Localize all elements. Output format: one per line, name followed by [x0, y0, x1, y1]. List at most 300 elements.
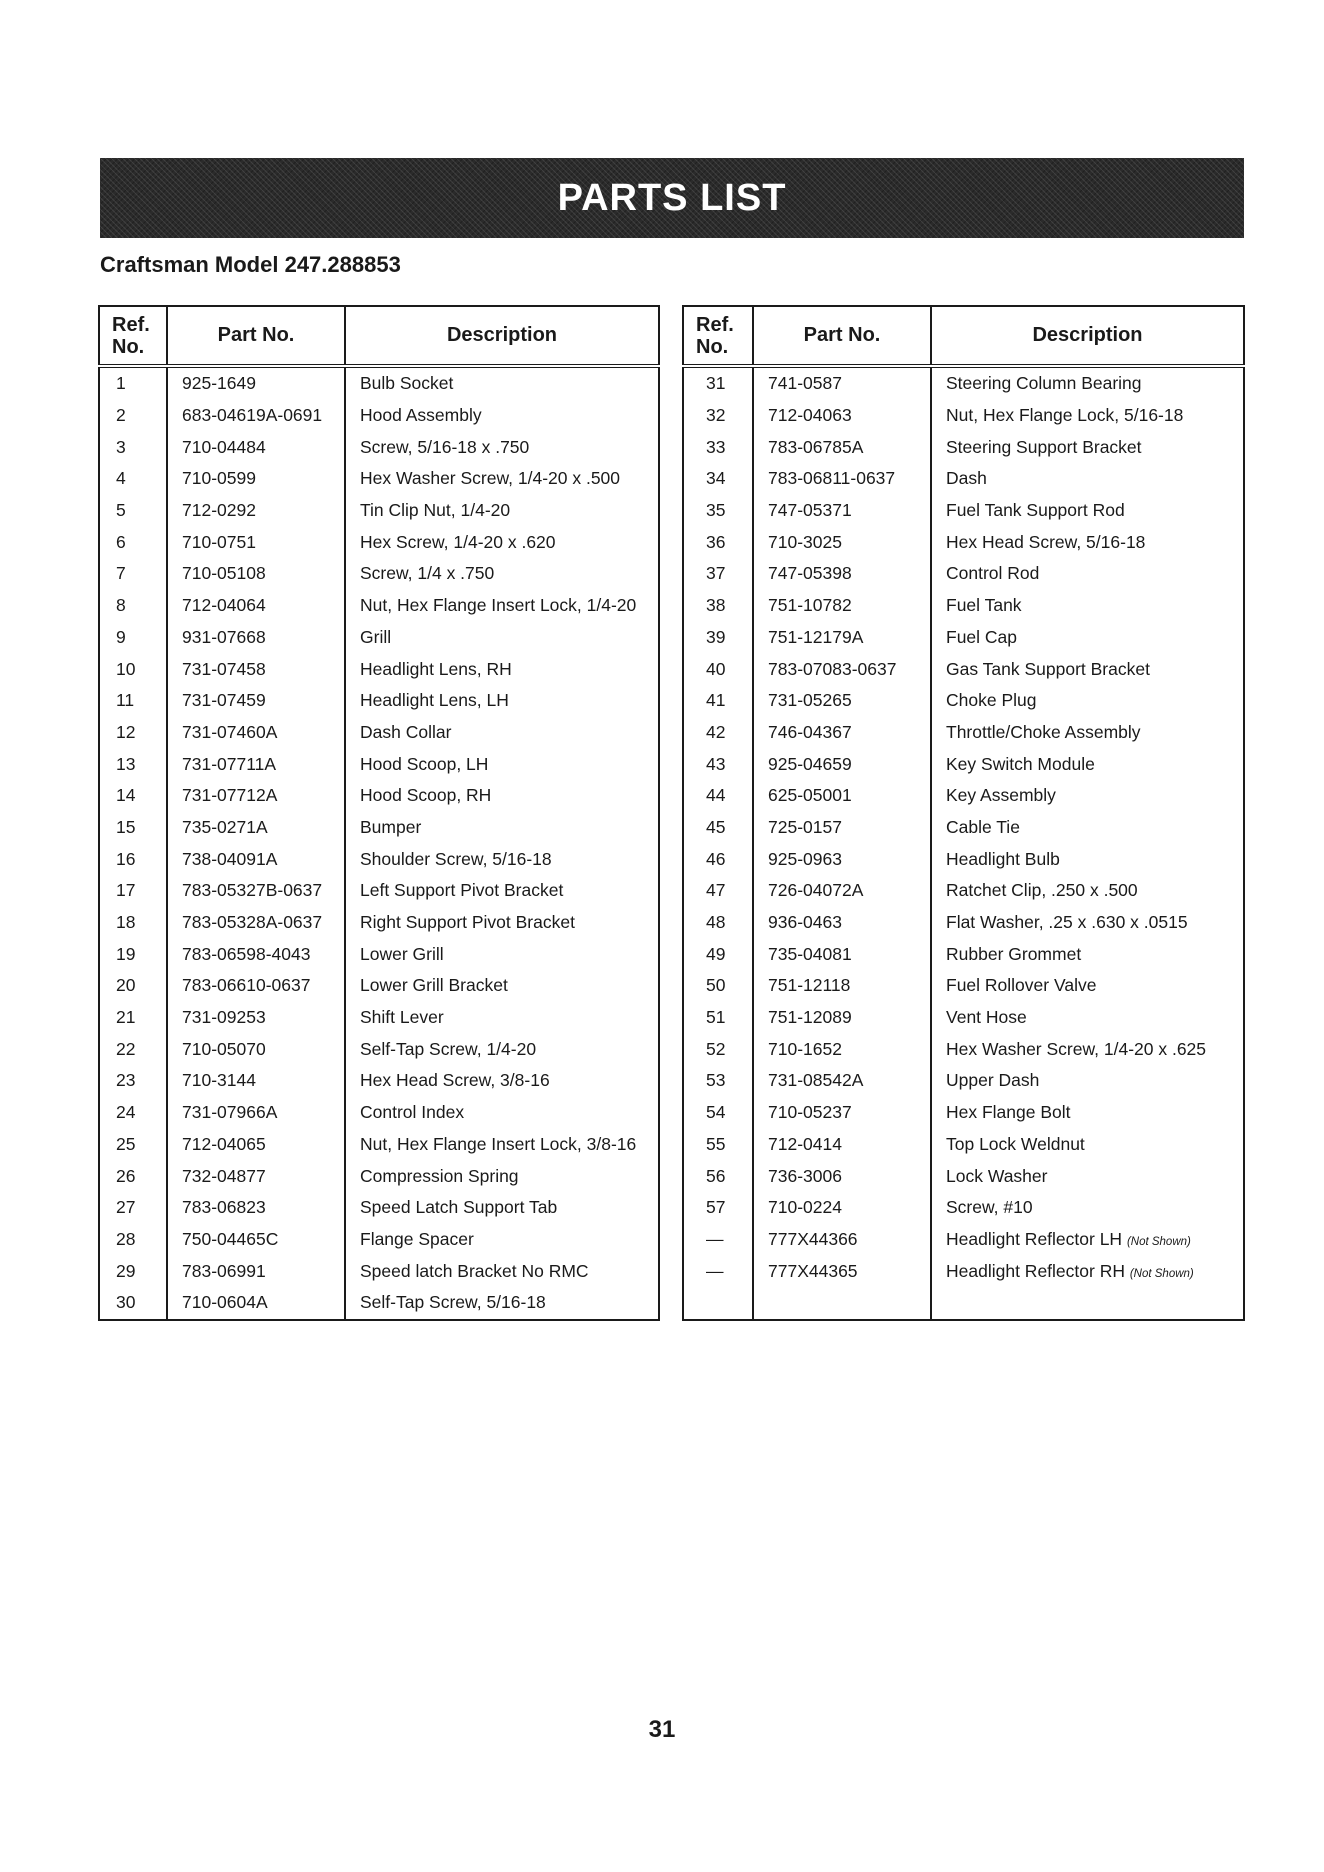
description-cell-text: Vent Hose [946, 1007, 1027, 1028]
part-no-cell-text: 783-06811-0637 [768, 468, 896, 489]
part-no-cell-text: 710-3144 [182, 1070, 256, 1091]
ref-no-cell [683, 970, 753, 1002]
part-no-cell-text: 783-06823 [182, 1197, 266, 1218]
description-header: Description [345, 306, 659, 366]
description-cell [345, 748, 659, 780]
part-no-cell-text: 783-06785A [768, 436, 864, 457]
part-no-cell [753, 1255, 931, 1287]
table-row [99, 1129, 659, 1161]
ref-no-cell [99, 907, 167, 939]
part-no-cell-text: 783-05327B-0637 [182, 880, 323, 901]
part-no-cell-text: 732-04877 [182, 1165, 266, 1186]
part-no-cell-text: 726-04072A [768, 880, 864, 901]
ref-no-cell [683, 622, 753, 654]
ref-no-cell [683, 1002, 753, 1034]
part-no-cell-text: 783-05328A-0637 [182, 912, 323, 933]
table-row [683, 1002, 1244, 1034]
part-no-cell-text: 625-05001 [768, 785, 852, 806]
part-no-cell [753, 1192, 931, 1224]
not-shown-note: (Not Shown) [1129, 1267, 1194, 1280]
part-no-cell-text: 936-0463 [768, 912, 842, 933]
part-no-header: Part No. [753, 306, 931, 366]
ref-no-cell-text: 18 [116, 912, 136, 933]
table-row [99, 1065, 659, 1097]
part-no-cell-text: 710-05108 [182, 563, 266, 584]
description-cell-text: Fuel Tank [946, 595, 1022, 616]
description-cell-text: Right Support Pivot Bracket [360, 912, 575, 933]
description-cell-text: Choke Plug [946, 690, 1037, 711]
description-cell [931, 875, 1244, 907]
part-no-cell [753, 1224, 931, 1256]
description-cell-text: Bulb Socket [360, 373, 454, 394]
description-cell-text: Self-Tap Screw, 5/16-18 [360, 1292, 546, 1313]
part-no-cell-text: 738-04091A [182, 848, 278, 869]
part-no-cell-text: 731-07460A [182, 721, 278, 742]
description-cell-text: Headlight Lens, LH [360, 690, 509, 711]
description-cell [931, 1097, 1244, 1129]
table-row [99, 400, 659, 432]
part-no-cell [167, 1033, 345, 1065]
ref-no-cell-text: 29 [116, 1260, 136, 1281]
ref-no-cell-text: 35 [706, 500, 726, 521]
part-no-cell-text: 751-12118 [768, 975, 851, 996]
part-no-cell [753, 1160, 931, 1192]
description-cell [931, 1287, 1244, 1320]
ref-no-cell-text: 42 [706, 721, 726, 742]
part-no-cell-text: 712-0292 [182, 500, 256, 521]
table-row [683, 1160, 1244, 1192]
description-cell [931, 590, 1244, 622]
ref-no-cell [99, 558, 167, 590]
description-cell-text: Throttle/Choke Assembly [946, 721, 1141, 742]
description-cell-text: Dash [946, 468, 987, 489]
part-no-cell-text: 925-0963 [768, 848, 842, 869]
part-no-cell [167, 685, 345, 717]
description-cell-text: Headlight Lens, RH [360, 658, 512, 679]
description-cell-text: Fuel Cap [946, 626, 1018, 647]
ref-no-cell [99, 717, 167, 749]
part-no-cell [753, 812, 931, 844]
part-no-cell [753, 495, 931, 527]
description-cell-text: Flange Spacer [360, 1228, 474, 1249]
ref-no-cell [683, 431, 753, 463]
ref-no-cell-text: 34 [706, 468, 726, 489]
ref-no-cell-text: 2 [116, 405, 126, 426]
ref-no-cell [99, 1097, 167, 1129]
ref-no-cell [99, 1002, 167, 1034]
ref-no-cell [99, 526, 167, 558]
part-no-cell [753, 875, 931, 907]
ref-no-cell [683, 938, 753, 970]
part-no-cell-text: 710-0751 [182, 531, 256, 552]
part-no-cell-text: 725-0157 [768, 816, 842, 837]
table-row [99, 780, 659, 812]
ref-no-cell-text: 19 [116, 943, 136, 964]
part-no-cell [167, 843, 345, 875]
ref-no-cell [683, 366, 753, 400]
description-cell [345, 1287, 659, 1320]
ref-no-cell [683, 526, 753, 558]
description-cell [931, 622, 1244, 654]
description-cell-text: Rubber Grommet [946, 943, 1082, 964]
ref-no-cell [683, 495, 753, 527]
ref-no-cell [99, 1033, 167, 1065]
part-no-cell-text: 925-1649 [182, 373, 256, 394]
description-cell [345, 1224, 659, 1256]
description-cell [931, 1192, 1244, 1224]
description-cell [345, 1129, 659, 1161]
part-no-cell-text: 741-0587 [768, 373, 842, 394]
part-no-cell [753, 1097, 931, 1129]
table-row [683, 366, 1244, 400]
description-cell [345, 558, 659, 590]
description-cell-text: Cable Tie [946, 816, 1020, 837]
table-row [99, 843, 659, 875]
part-no-cell [167, 1192, 345, 1224]
ref-no-cell [99, 875, 167, 907]
part-no-cell [167, 1224, 345, 1256]
description-cell-text: Nut, Hex Flange Insert Lock, 3/8-16 [360, 1133, 637, 1154]
part-no-cell-text: 731-07711A [182, 753, 277, 774]
description-cell [345, 1002, 659, 1034]
ref-no-cell-text: 54 [706, 1102, 726, 1123]
description-cell [931, 463, 1244, 495]
ref-no-cell-text: 30 [116, 1292, 136, 1313]
ref-no-cell [99, 1192, 167, 1224]
part-no-cell-text: 712-04064 [182, 595, 266, 616]
part-no-cell-text: 731-07712A [182, 785, 278, 806]
description-cell-text: Ratchet Clip, .250 x .500 [946, 880, 1138, 901]
description-cell [345, 780, 659, 812]
ref-no-cell-text: 48 [706, 912, 726, 933]
description-cell-text: Speed Latch Support Tab [360, 1197, 558, 1218]
not-shown-note: (Not Shown) [1126, 1235, 1191, 1248]
table-row [683, 748, 1244, 780]
description-cell [345, 843, 659, 875]
part-no-cell-text: 925-04659 [768, 753, 852, 774]
table-row [683, 495, 1244, 527]
description-cell-text: Screw, 1/4 x .750 [360, 563, 495, 584]
part-no-cell-text: 931-07668 [182, 626, 266, 647]
description-cell [345, 970, 659, 1002]
ref-no-cell [99, 653, 167, 685]
ref-no-cell-text: — [706, 1260, 724, 1281]
part-no-cell [167, 622, 345, 654]
ref-no-cell-text: 21 [116, 1007, 136, 1028]
part-no-cell-text: 731-07458 [182, 658, 266, 679]
ref-no-cell [683, 843, 753, 875]
ref-no-cell-text: 36 [706, 531, 726, 552]
part-no-cell-text: 710-0604A [182, 1292, 268, 1313]
table-row [99, 970, 659, 1002]
description-cell [931, 748, 1244, 780]
part-no-cell [753, 780, 931, 812]
ref-no-cell-text: 38 [706, 595, 726, 616]
table-row [683, 970, 1244, 1002]
ref-no-cell [683, 590, 753, 622]
description-cell-text: Fuel Tank Support Rod [946, 500, 1125, 521]
description-cell-text: Headlight Bulb [946, 848, 1060, 869]
table-row [99, 1255, 659, 1287]
description-cell-text: Key Assembly [946, 785, 1056, 806]
description-cell [931, 366, 1244, 400]
description-cell-text: Control Rod [946, 563, 1040, 584]
ref-no-cell-text: 10 [116, 658, 136, 679]
ref-no-cell-text: 37 [706, 563, 726, 584]
ref-no-cell-text: 22 [116, 1038, 136, 1059]
model-heading: Craftsman Model 247.288853 [100, 252, 401, 277]
parts-table-left [98, 305, 660, 1321]
ref-header-line2: No. [112, 335, 145, 358]
description-cell [345, 526, 659, 558]
ref-no-cell [99, 1160, 167, 1192]
table-header-row [99, 306, 659, 366]
ref-no-cell-text: 3 [116, 436, 126, 457]
part-no-cell-text: 751-12179A [768, 626, 864, 647]
part-no-cell [167, 1129, 345, 1161]
part-no-cell-text: 731-09253 [182, 1007, 266, 1028]
ref-no-cell [99, 938, 167, 970]
part-no-cell [753, 558, 931, 590]
ref-no-cell-text: 23 [116, 1070, 136, 1091]
table-row [683, 558, 1244, 590]
table-row [99, 1002, 659, 1034]
part-no-cell-text: 683-04619A-0691 [182, 405, 323, 426]
ref-no-cell-text: 15 [116, 816, 136, 837]
description-cell [345, 495, 659, 527]
table-row [683, 938, 1244, 970]
description-cell [931, 400, 1244, 432]
part-no-cell-text: 710-04484 [182, 436, 266, 457]
table-row [99, 1097, 659, 1129]
table-row [683, 1033, 1244, 1065]
table-row [683, 780, 1244, 812]
part-no-cell [753, 526, 931, 558]
ref-no-cell [99, 622, 167, 654]
part-no-cell-text: 710-0599 [182, 468, 256, 489]
part-no-cell-text: 783-06610-0637 [182, 975, 311, 996]
description-cell-text: Top Lock Weldnut [946, 1133, 1085, 1154]
description-cell-text: Gas Tank Support Bracket [946, 658, 1150, 679]
ref-no-cell-text: 41 [706, 690, 726, 711]
ref-no-cell [683, 1065, 753, 1097]
table-row [683, 907, 1244, 939]
part-no-cell-text: 750-04465C [182, 1228, 279, 1249]
description-cell-text: Key Switch Module [946, 753, 1095, 774]
description-cell [345, 717, 659, 749]
table-row [683, 843, 1244, 875]
description-cell-text: Compression Spring [360, 1165, 519, 1186]
description-cell [345, 1160, 659, 1192]
ref-no-cell-text: 13 [116, 753, 136, 774]
table-row [99, 1160, 659, 1192]
ref-no-cell [99, 463, 167, 495]
part-no-cell [753, 1129, 931, 1161]
part-no-cell [753, 622, 931, 654]
description-cell-text: Dash Collar [360, 721, 452, 742]
description-cell [931, 558, 1244, 590]
table-row [99, 558, 659, 590]
table-row [99, 907, 659, 939]
ref-no-cell-text: 31 [706, 373, 726, 394]
ref-no-cell-text: 25 [116, 1133, 136, 1154]
description-cell [931, 653, 1244, 685]
description-cell [345, 812, 659, 844]
part-no-cell-text: 712-0414 [768, 1133, 842, 1154]
description-header: Description [931, 306, 1244, 366]
ref-no-cell [683, 1192, 753, 1224]
part-no-cell [167, 495, 345, 527]
ref-no-cell [683, 1097, 753, 1129]
ref-no-cell-text: 26 [116, 1165, 136, 1186]
ref-no-cell-text: 6 [116, 531, 126, 552]
ref-header-line1: Ref. [696, 313, 734, 336]
part-no-cell [167, 875, 345, 907]
ref-no-cell-text: 44 [706, 785, 726, 806]
ref-no-cell-text: 32 [706, 405, 726, 426]
ref-no-cell-text: — [706, 1228, 724, 1249]
ref-no-cell [683, 558, 753, 590]
table-row [683, 1192, 1244, 1224]
description-cell-text: Lock Washer [946, 1165, 1048, 1186]
table-row [99, 526, 659, 558]
table-row [99, 1224, 659, 1256]
part-no-cell [167, 590, 345, 622]
table-row [683, 812, 1244, 844]
description-cell [931, 1002, 1244, 1034]
description-cell-text: Lower Grill Bracket [360, 975, 508, 996]
description-cell [345, 653, 659, 685]
part-no-cell [167, 780, 345, 812]
ref-no-cell-text: 57 [706, 1197, 726, 1218]
table-row [99, 366, 659, 400]
description-cell-text: Shoulder Screw, 5/16-18 [360, 848, 552, 869]
description-cell-text: Headlight Reflector RH [946, 1260, 1125, 1281]
part-no-cell [167, 1065, 345, 1097]
description-cell-text: Bumper [360, 816, 422, 837]
description-cell [345, 1192, 659, 1224]
ref-no-cell-text: 53 [706, 1070, 726, 1091]
part-no-cell [167, 1097, 345, 1129]
table-row [99, 875, 659, 907]
description-cell-text: Nut, Hex Flange Insert Lock, 1/4-20 [360, 595, 637, 616]
part-no-cell-text: 777X44366 [768, 1228, 858, 1249]
ref-no-header [683, 306, 753, 366]
part-no-cell [167, 431, 345, 463]
description-cell-text: Hood Scoop, LH [360, 753, 489, 774]
description-cell-text: Headlight Reflector LH [946, 1228, 1123, 1249]
page-number: 31 [648, 1716, 676, 1743]
ref-no-cell-text: 47 [706, 880, 726, 901]
description-cell-text: Hex Washer Screw, 1/4-20 x .625 [946, 1038, 1207, 1059]
table-row [99, 938, 659, 970]
part-no-cell [753, 1287, 931, 1320]
part-no-cell [167, 970, 345, 1002]
part-no-cell-text: 735-04081 [768, 943, 852, 964]
table-row [683, 1255, 1244, 1287]
table-row [683, 1287, 1244, 1320]
ref-no-cell [99, 780, 167, 812]
ref-no-cell [683, 907, 753, 939]
description-cell [931, 431, 1244, 463]
description-cell [931, 526, 1244, 558]
description-cell [345, 400, 659, 432]
part-no-cell-text: 710-05070 [182, 1038, 266, 1059]
part-no-cell-text: 777X44365 [768, 1260, 858, 1281]
ref-no-cell [683, 685, 753, 717]
table-row [683, 1097, 1244, 1129]
ref-no-cell [99, 400, 167, 432]
part-no-cell [167, 558, 345, 590]
ref-no-cell-text: 5 [116, 500, 126, 521]
ref-no-cell [683, 400, 753, 432]
part-no-cell-text: 712-04065 [182, 1133, 266, 1154]
table-row [683, 622, 1244, 654]
ref-no-cell-text: 39 [706, 626, 726, 647]
table-row [99, 590, 659, 622]
description-cell [345, 1065, 659, 1097]
ref-no-cell [99, 1255, 167, 1287]
ref-no-cell [683, 463, 753, 495]
ref-no-cell [683, 875, 753, 907]
ref-no-cell [99, 970, 167, 1002]
part-no-cell [753, 400, 931, 432]
description-cell-text: Speed latch Bracket No RMC [360, 1260, 589, 1281]
parts-table-right [682, 305, 1245, 1321]
part-no-cell-text: 712-04063 [768, 405, 852, 426]
ref-no-cell [683, 780, 753, 812]
parts-table-left-body [99, 366, 659, 1320]
description-cell-text: Fuel Rollover Valve [946, 975, 1097, 996]
ref-no-cell-text: 52 [706, 1038, 726, 1059]
ref-header-line1: Ref. [112, 313, 150, 336]
ref-no-cell [99, 748, 167, 780]
part-no-cell [167, 1160, 345, 1192]
part-no-cell [167, 526, 345, 558]
part-no-cell [753, 970, 931, 1002]
part-no-cell [167, 1002, 345, 1034]
table-row [683, 717, 1244, 749]
description-cell-text: Screw, 5/16-18 x .750 [360, 436, 530, 457]
part-no-cell [753, 653, 931, 685]
description-cell [931, 1129, 1244, 1161]
ref-no-cell-text: 45 [706, 816, 726, 837]
table-row [99, 1192, 659, 1224]
description-cell [931, 938, 1244, 970]
table-row [99, 717, 659, 749]
part-no-cell-text: 783-06598-4043 [182, 943, 311, 964]
part-no-cell-text: 746-04367 [768, 721, 852, 742]
description-cell-text: Nut, Hex Flange Lock, 5/16-18 [946, 405, 1184, 426]
description-cell [931, 907, 1244, 939]
description-cell [345, 431, 659, 463]
banner-title: PARTS LIST [557, 176, 787, 219]
ref-no-cell [99, 1129, 167, 1161]
table-row [683, 1224, 1244, 1256]
parts-list-banner [100, 158, 1244, 238]
table-row [683, 590, 1244, 622]
part-no-cell [753, 1065, 931, 1097]
part-no-cell-text: 731-05265 [768, 690, 852, 711]
part-no-cell-text: 747-05398 [768, 563, 852, 584]
ref-no-cell [99, 1065, 167, 1097]
description-cell [931, 495, 1244, 527]
ref-no-cell-text: 43 [706, 753, 726, 774]
table-row [683, 685, 1244, 717]
description-cell [931, 717, 1244, 749]
description-cell-text: Hood Assembly [360, 405, 482, 426]
description-cell-text: Hood Scoop, RH [360, 785, 492, 806]
